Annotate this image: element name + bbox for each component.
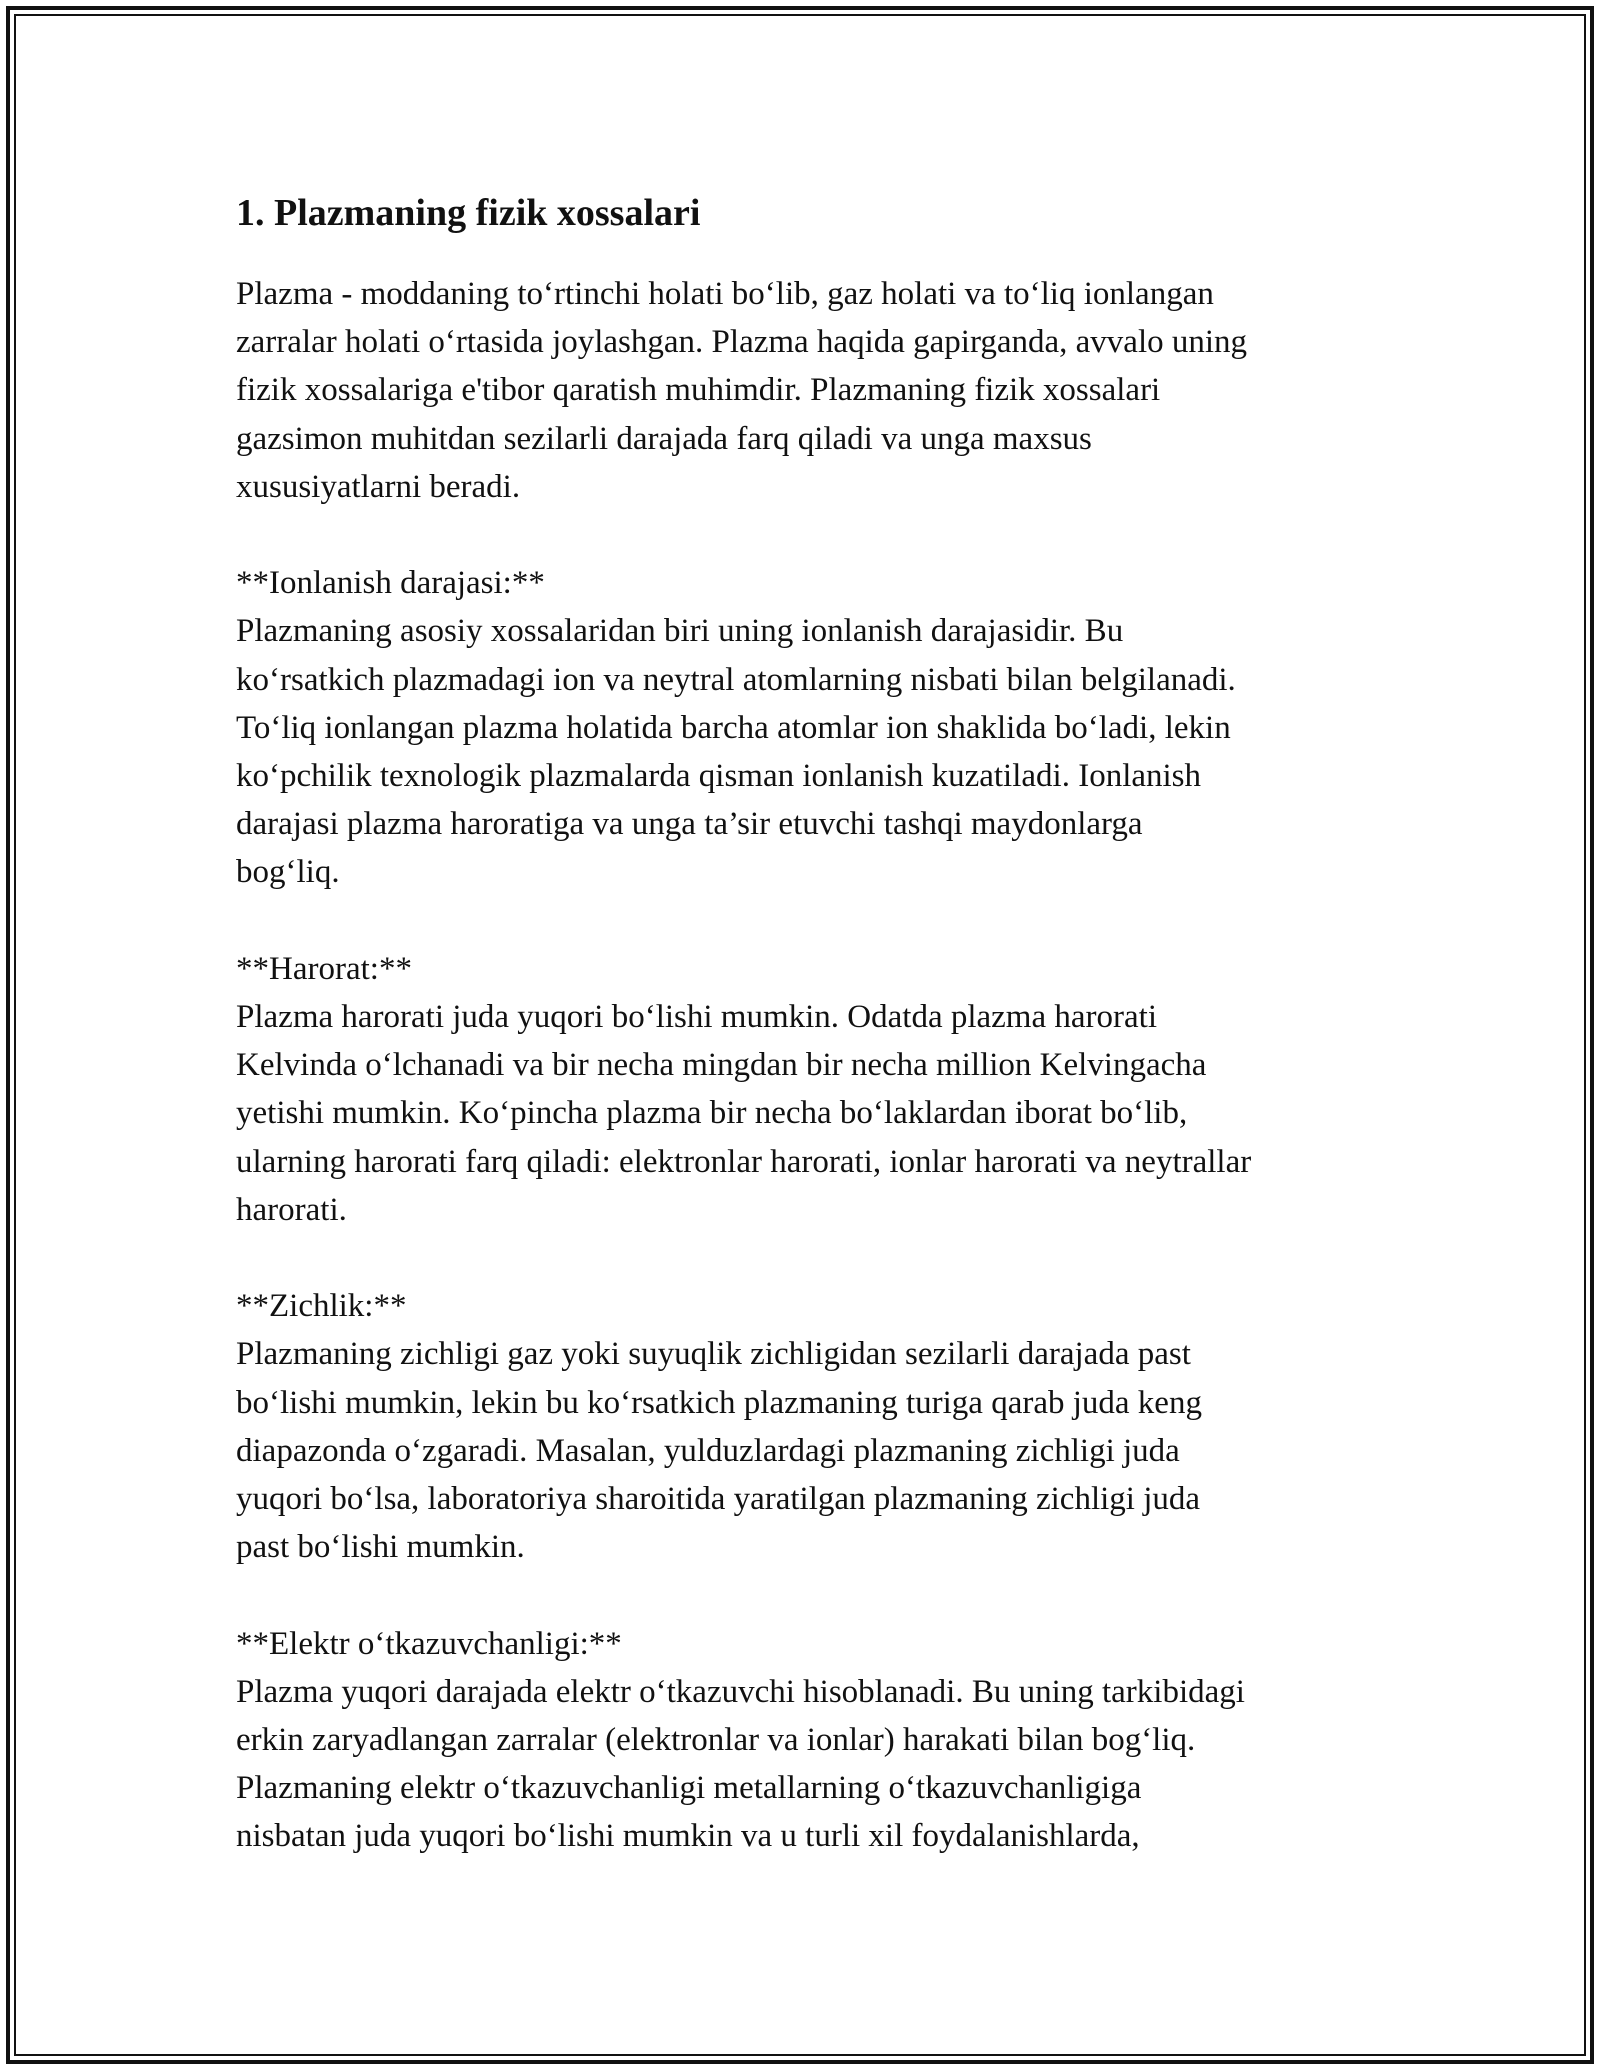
section-paragraph: Plazma yuqori darajada elektr o‘tkazuvchi hisoblanadi. Bu uning tarkibidagi erkin zaryadlangan zarralar (elektronlar va ionlar) harakati bilan bog‘liq. Plazmaning elektr o‘tkazuvchanligi metallarning o‘tkazuvchanligiga nisbatan juda yuqori bo‘lishi mumkin va u turli xil foydalanishlarda, <box>236 1673 1245 1855</box>
section-ionization <box>236 559 1376 896</box>
section-paragraph: Plazma harorati juda yuqori bo‘lishi mumkin. Odatda plazma harorati Kelvinda o‘lchanadi va bir necha mingdan bir necha million Kelvingacha yetishi mumkin. Ko‘pincha plazma bir necha bo‘laklardan iborat bo‘lib, ularning harorati farq qiladi: elektronlar harorati, ionlar harorati va neytrallar harorati. <box>236 999 1252 1228</box>
document-body <box>236 186 1376 1861</box>
page-title: 1. Plazmaning fizik xossalari <box>236 192 701 234</box>
section-paragraph: Plazmaning zichligi gaz yoki suyuqlik zichligidan sezilarli darajada past bo‘lishi mumkin, lekin bu ko‘rsatkich plazmaning turiga qarab juda keng diapazonda o‘zgaradi. Masalan, yulduzlardagi plazmaning zichligi juda yuqori bo‘lsa, laboratoriya sharoitida yaratilgan plazmaning zichligi juda past bo‘lishi mumkin. <box>236 1336 1202 1566</box>
section-conductivity <box>236 1620 1376 1861</box>
section-density <box>236 1282 1376 1571</box>
section-title: **Zichlik:** <box>236 1288 407 1325</box>
section-title: **Elektr o‘tkazuvchanligi:** <box>236 1625 622 1662</box>
section-title: **Harorat:** <box>236 950 412 987</box>
section-paragraph: Plazmaning asosiy xossalaridan biri uning ionlanish darajasidir. Bu ko‘rsatkich plazmadagi ion va neytral atomlarning nisbati bilan belgilanadi. To‘liq ionlangan plazma holatida barcha atomlar ion shaklida bo‘ladi, lekin ko‘pchilik texnologik plazmalarda qisman ionlanish kuzatiladi. Ionlanish darajasi plazma haroratiga va unga ta’sir etuvchi tashqi maydonlarga bog‘liq. <box>236 613 1236 891</box>
section-title: **Ionlanish darajasi:** <box>236 565 545 602</box>
intro-paragraph: Plazma - moddaning to‘rtinchi holati bo‘lib, gaz holati va to‘liq ionlangan zarralar holati o‘rtasida joylashgan. Plazma haqida gapirganda, avvalo uning fizik xossalariga e'tibor qaratish muhimdir. Plazmaning fizik xossalari gazsimon muhitdan sezilarli darajada farq qiladi va unga maxsus xususiyatlarni beradi. <box>236 276 1248 505</box>
section-temperature <box>236 945 1376 1234</box>
